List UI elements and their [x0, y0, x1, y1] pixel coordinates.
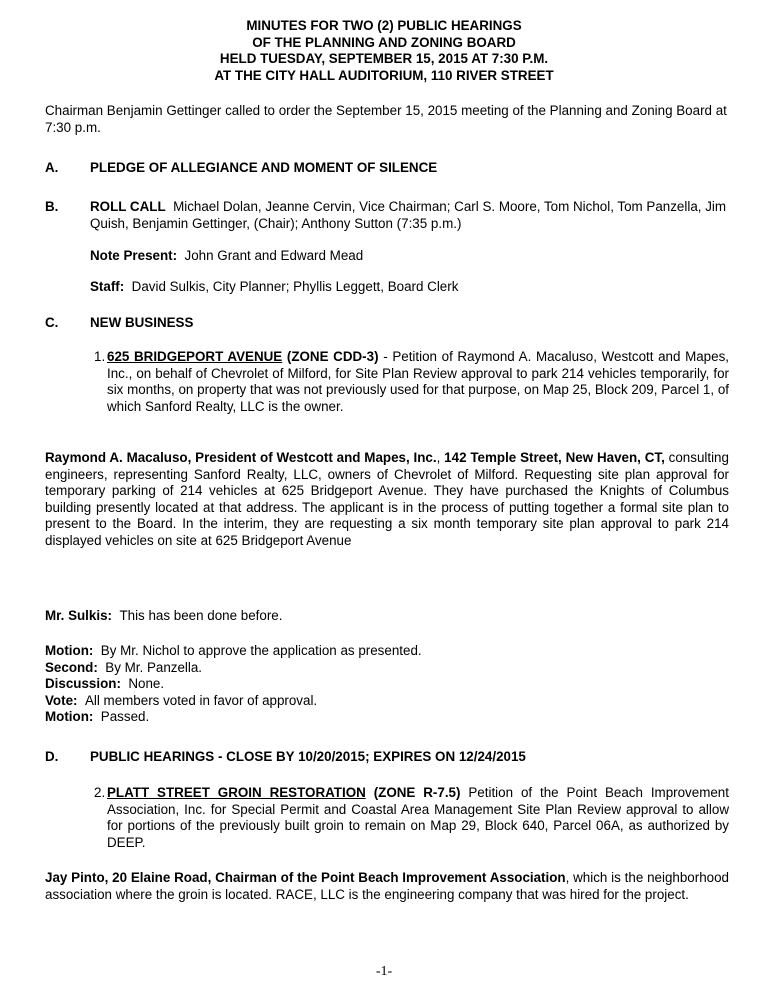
sulkis-label: Mr. Sulkis:: [45, 608, 112, 623]
item-1-text: - Petition of Raymond A. Macaluso, Westcott and Mapes, Inc., on behalf of Chevrolet of Milford, for Site Plan Review approval to park 214 vehicles temporarily, for six months, on property that was not previously used for that purpose, on Map 25, Block 209, Parcel 1, of which Sanford Realty, LLC is the owner.: [107, 349, 729, 414]
section-d-heading: PUBLIC HEARINGS - CLOSE BY 10/20/2015; EXPIRES ON 12/24/2015: [90, 749, 526, 764]
page-number: -1-: [375, 964, 393, 979]
sulkis-text: This has been done before.: [119, 608, 283, 623]
minutes-title: [0, 18, 768, 84]
item-2-number: 2.: [94, 785, 106, 800]
speaker-1-text: consulting engineers, representing Sanford Realty, LLC, owners of Chevrolet of Milford. Requesting site plan approval for temporary parking of 214 vehicles at 625 Bridgeport Avenue. They have purchased the Knights of Columbus building presently located at that address. The applicant is in the process of putting together a formal site plan to present to the Board. In the interim, they are requesting a six month temporary site plan approval to park 214 displayed vehicles on site at 625 Bridgeport Avenue: [45, 450, 729, 548]
speaker-2-name: Jay Pinto, 20 Elaine Road, Chairman of the Point Beach Improvement Association: [45, 870, 566, 885]
sulkis-comment: [45, 608, 729, 625]
section-d-letter: D.: [45, 749, 59, 764]
section-c-letter: C.: [45, 315, 59, 330]
discussion-text: None.: [128, 676, 165, 691]
item-2-text: Petition of the Point Beach Improvement Association, Inc. for Special Permit and Coastal Area Management Site Plan Review approval to allow for portions of the previously built groin to remain on Map 29, Block 640, Parcel 06A, as authorized by DEEP.: [107, 785, 729, 850]
roll-call-paragraph: [90, 199, 730, 232]
item-1-number: 1.: [94, 349, 106, 364]
title-line-1: MINUTES FOR TWO (2) PUBLIC HEARINGS: [246, 18, 522, 33]
section-b-letter: B.: [45, 199, 59, 214]
item-2-petition: [107, 785, 729, 851]
item-2-address: PLATT STREET GROIN RESTORATION: [107, 785, 366, 800]
intro-paragraph: Chairman Benjamin Gettinger called to order the September 15, 2015 meeting of the Planning and Zoning Board at 7:30 p.m.: [45, 103, 727, 135]
result-text: Passed.: [100, 709, 150, 724]
motion-block: [45, 643, 729, 726]
speaker-2-text: , which is the neighborhood association where the groin is located. RACE, LLC is the engineering company that was hired for the project.: [45, 870, 729, 902]
discussion-label: Discussion:: [45, 676, 121, 691]
not-present-line: [90, 248, 730, 265]
item-1-address: 625 BRIDGEPORT AVENUE: [107, 349, 283, 364]
vote-line: [45, 693, 729, 710]
second-text: By Mr. Panzella.: [105, 659, 203, 675]
vote-label: Vote:: [45, 692, 78, 708]
not-present-text: John Grant and Edward Mead: [184, 248, 364, 263]
title-line-4: AT THE CITY HALL AUDITORIUM, 110 RIVER STREET: [214, 67, 554, 83]
speaker-1-address: 142 Temple Street, New Haven, CT,: [444, 450, 665, 465]
section-c-heading: NEW BUSINESS: [90, 315, 194, 330]
result-label: Motion:: [45, 709, 94, 724]
vote-text: All members voted in favor of approval.: [84, 692, 318, 708]
roll-call-members: Michael Dolan, Jeanne Cervin, Vice Chairman; Carl S. Moore, Tom Nichol, Tom Panzella, Jim Quish, Benjamin Gettinger, (Chair); Anthony Sutton (7:35 p.m.): [90, 199, 727, 231]
motion-label: Motion:: [45, 643, 94, 658]
staff-line: [90, 279, 730, 296]
second-line: [45, 660, 729, 677]
title-line-3: HELD TUESDAY, SEPTEMBER 15, 2015 AT 7:30 P.M.: [219, 51, 549, 66]
speaker-2-paragraph: [45, 870, 729, 903]
not-present-label: Note Present:: [90, 248, 178, 263]
staff-text: David Sulkis, City Planner; Phyllis Leggett, Board Clerk: [131, 279, 459, 294]
staff-label: Staff:: [90, 279, 125, 294]
speaker-1-paragraph: Raymond A. Macaluso, President of Westcott and Mapes, Inc., 142 Temple Street, New Haven, CT, consulting engineers, representing Sanford Realty, LLC, owners of Chevrolet of Milford. Requesting site plan approval for temporary parking of 214 vehicles at 625 Bridgeport Avenue. They have purchased the Knights of Columbus building presently located at that address. The applicant is in the process of putting together a formal site plan to present to the Board. In the interim, they are requesting a six month temporary site plan approval to park 214 displayed vehicles on site at 625 Bridgeport Avenue: [45, 450, 729, 548]
item-1-petition: [107, 349, 729, 415]
title-line-2: OF THE PLANNING AND ZONING BOARD: [252, 34, 516, 50]
item-1-zone: (ZONE CDD-3): [286, 349, 379, 364]
motion-line: [45, 643, 729, 660]
discussion-line: [45, 676, 729, 693]
second-label: Second:: [45, 659, 98, 675]
item-2-zone: (ZONE R-7.5): [373, 785, 461, 800]
motion-text: By Mr. Nichol to approve the application as presented.: [100, 643, 422, 658]
section-a-letter: A.: [45, 160, 59, 175]
result-line: [45, 709, 729, 726]
roll-call-heading: ROLL CALL: [90, 199, 166, 214]
section-a-heading: PLEDGE OF ALLEGIANCE AND MOMENT OF SILENCE: [90, 160, 438, 175]
speaker-1-name: Raymond A. Macaluso, President of Westcott and Mapes, Inc.: [45, 450, 437, 465]
